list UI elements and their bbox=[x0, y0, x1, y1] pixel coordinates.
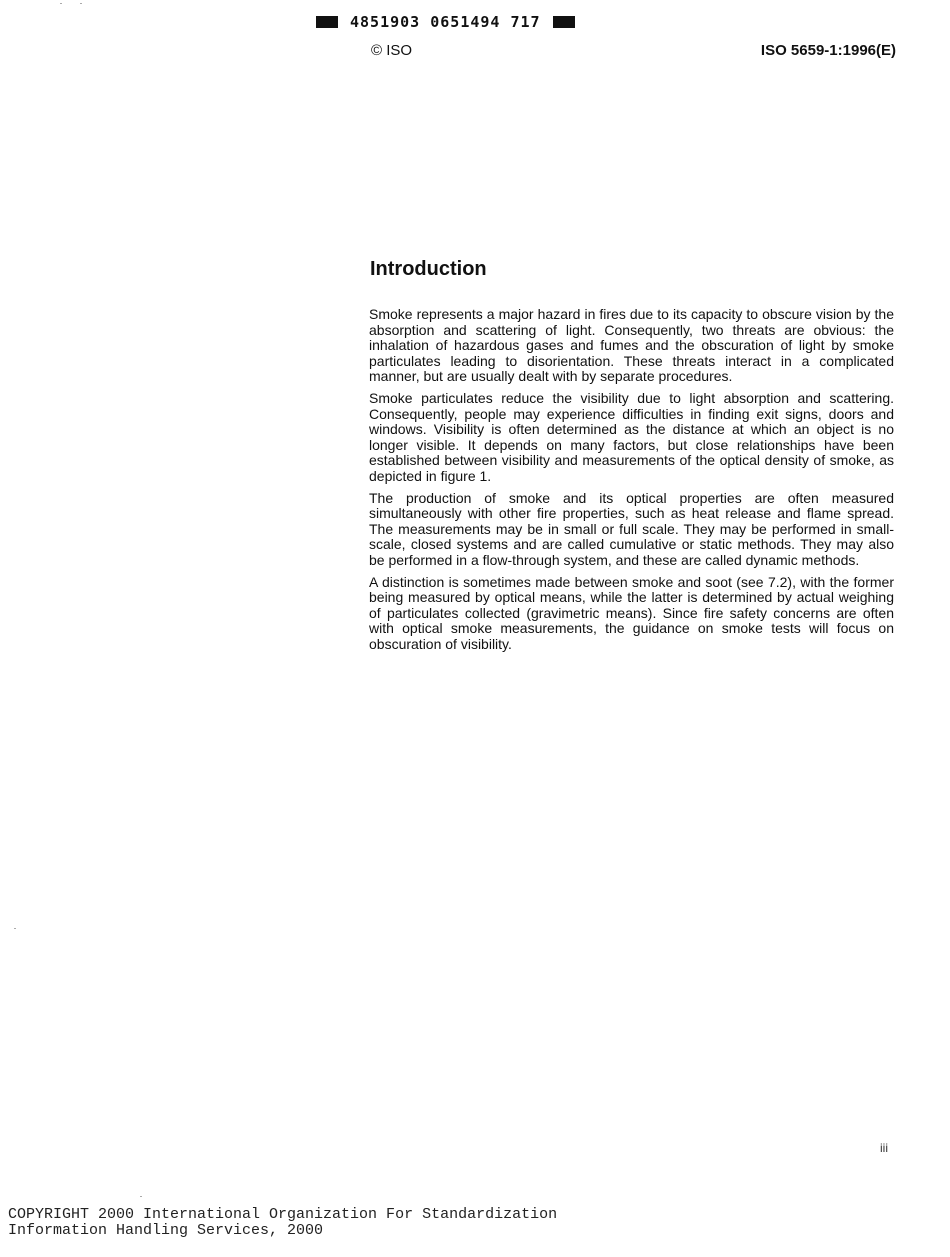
scan-artifact bbox=[140, 1196, 142, 1197]
section-heading: Introduction bbox=[370, 258, 487, 280]
barcode-header bbox=[316, 12, 575, 32]
page-number: iii bbox=[880, 1141, 888, 1155]
copyright-line: Information Handling Services, 2000 bbox=[8, 1222, 324, 1239]
paragraph: A distinction is sometimes made between smoke and soot (see 7.2), with the former being measured by optical means, while the latter is determined by actual weighing of particulates collected (gravimetric means). Since fire safety concerns are often with optical smoke measurements, the guidance on smoke tests will focus on obscuration of visibility. bbox=[369, 573, 894, 652]
barcode-right-block bbox=[553, 16, 575, 28]
scan-artifact bbox=[14, 928, 16, 929]
paragraph: The production of smoke and its optical properties are often measured simultaneously with other fire properties, such as heat release and flame spread. The measurements may be in small or full scale. They may be performed in small-scale, closed systems and are called cumulative or static methods. They may also be performed in a flow-through system, and these are called dynamic methods. bbox=[369, 489, 894, 568]
scan-artifact bbox=[80, 3, 82, 4]
paragraph: Smoke particulates reduce the visibility due to light absorption and scattering. Consequently, people may experience difficulties in finding exit signs, doors and windows. Visibility is often determined as the distance at which an object is no longer visible. It depends on many factors, but close relationships have been established between visibility and measurements of the optical density of smoke, as depicted in figure 1. bbox=[369, 389, 894, 484]
standard-identifier: ISO 5659-1:1996(E) bbox=[760, 42, 896, 59]
barcode-number: 4851903 0651494 717 bbox=[350, 13, 541, 31]
copyright-line: COPYRIGHT 2000 International Organization For Standardization bbox=[8, 1206, 558, 1223]
barcode-left-block bbox=[316, 16, 338, 28]
scan-artifact bbox=[60, 3, 62, 4]
copyright-iso-label: © ISO bbox=[371, 42, 413, 59]
introduction-body bbox=[369, 307, 894, 658]
copyright-footer bbox=[8, 1207, 557, 1239]
paragraph: Smoke represents a major hazard in fires due to its capacity to obscure vision by the absorption and scattering of light. Consequently, two threats are obvious: the inhalation of hazardous gases and fumes and the obscuration of light by smoke particulates leading to disorientation. These threats interact in a complicated manner, but are usually dealt with by separate procedures. bbox=[369, 306, 894, 385]
